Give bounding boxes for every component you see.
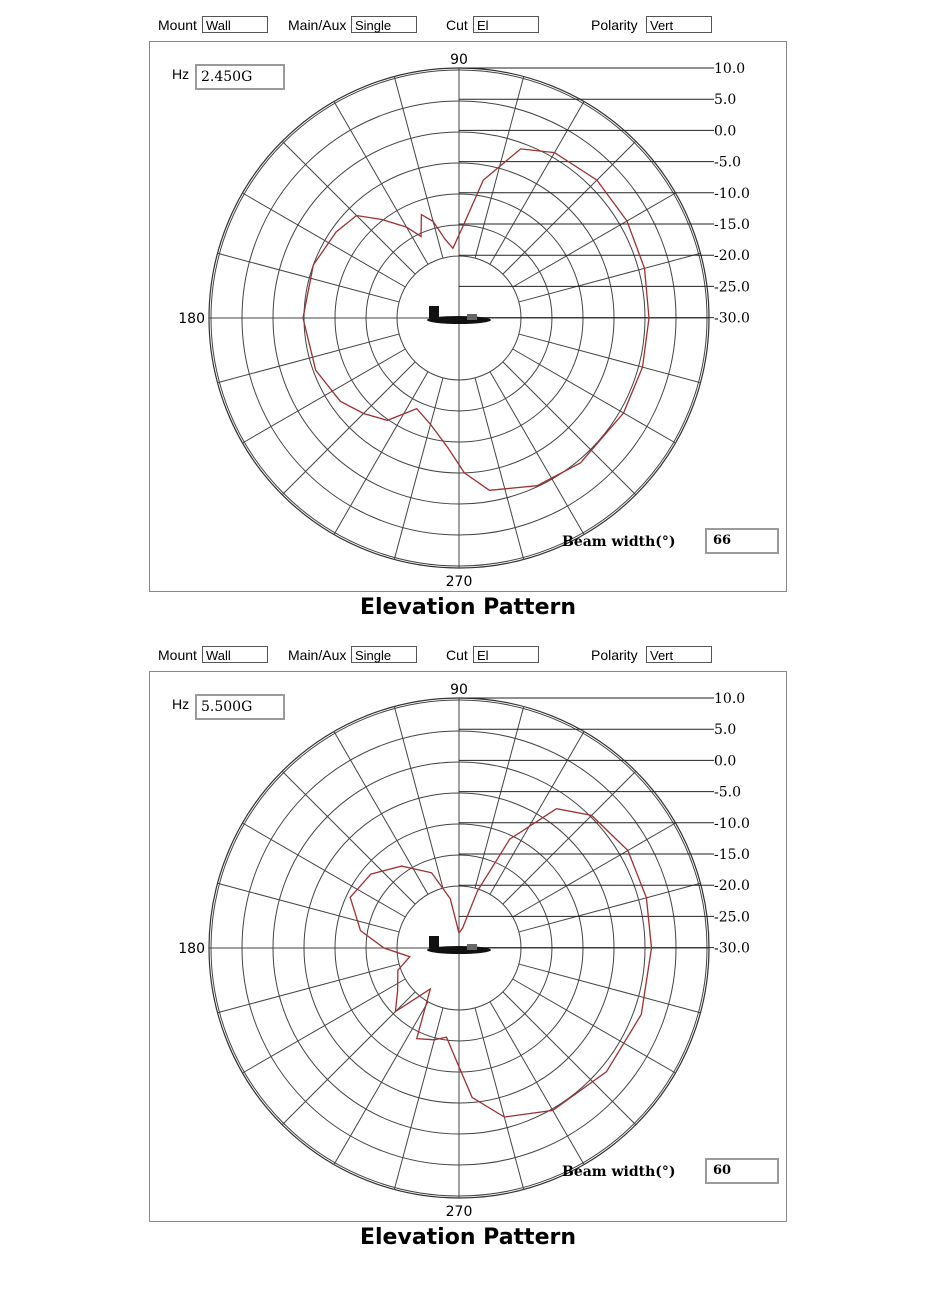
scale-label: -30.0: [714, 940, 750, 957]
scale-label: -15.0: [714, 217, 750, 233]
angle-label-90: 90: [450, 682, 468, 698]
scale-label: 5.0: [714, 92, 737, 109]
scale-label: -20.0: [714, 248, 750, 265]
cut-field[interactable]: El: [473, 646, 539, 663]
main-aux-label: Main/Aux: [288, 647, 347, 663]
elevation-chart-2: [148, 640, 788, 1270]
grid-spoke: [519, 883, 701, 932]
grid-spoke: [218, 883, 400, 932]
antenna-connector: [467, 314, 477, 320]
scale-label: 0.0: [714, 123, 737, 140]
beam-width-label: Beam width(°): [562, 1164, 676, 1180]
scale-label: 5.0: [714, 722, 737, 739]
scale-label: -15.0: [714, 847, 750, 863]
polarity-field[interactable]: Vert: [646, 16, 712, 33]
scale-label: -10.0: [714, 815, 750, 832]
polarity-label: Polarity: [591, 17, 638, 33]
mount-label: Mount: [158, 17, 197, 33]
angle-label-270: 270: [445, 1204, 473, 1220]
scale-label: -10.0: [714, 185, 750, 202]
polarity-field[interactable]: Vert: [646, 646, 712, 663]
grid-spoke: [218, 253, 400, 302]
hz-label: Hz: [172, 696, 190, 712]
scale-label: 10.0: [714, 61, 746, 77]
angle-label-180: 180: [178, 311, 205, 327]
pattern-trace: [350, 809, 651, 1117]
mount-field[interactable]: Wall: [202, 16, 268, 33]
scale-label: -5.0: [714, 784, 741, 801]
grid-spoke: [394, 77, 443, 259]
cut-field[interactable]: El: [473, 16, 539, 33]
main-aux-field[interactable]: Single: [351, 16, 417, 33]
polar-plot: [148, 10, 788, 600]
cut-label: Cut: [446, 17, 468, 33]
antenna-mount: [429, 936, 439, 948]
scale-label: 0.0: [714, 753, 737, 770]
scale-label: -5.0: [714, 154, 741, 171]
scale-label: -30.0: [714, 310, 750, 327]
grid-spoke: [519, 964, 701, 1013]
angle-label-180: 180: [178, 941, 205, 957]
antenna-connector: [467, 944, 477, 950]
grid-spoke: [394, 378, 443, 560]
cut-label: Cut: [446, 647, 468, 663]
polarity-label: Polarity: [591, 647, 638, 663]
chart-title: Elevation Pattern: [359, 595, 576, 620]
scale-label: 10.0: [714, 691, 746, 707]
grid-spoke: [475, 378, 524, 560]
beam-width-label: Beam width(°): [562, 534, 676, 550]
elevation-chart-1: [148, 10, 788, 640]
scale-label: -25.0: [714, 279, 750, 296]
polar-plot: [148, 640, 788, 1230]
mount-field[interactable]: Wall: [202, 646, 268, 663]
beam-width-field[interactable]: 60: [705, 1158, 779, 1184]
main-aux-label: Main/Aux: [288, 17, 347, 33]
grid-spoke: [394, 707, 443, 889]
angle-label-90: 90: [450, 52, 468, 68]
scale-label: -25.0: [714, 909, 750, 926]
beam-width-field[interactable]: 66: [705, 528, 779, 554]
grid-spoke: [394, 1008, 443, 1190]
frequency-field[interactable]: 5.500G: [195, 694, 285, 720]
grid-spoke: [218, 964, 400, 1013]
hz-label: Hz: [172, 66, 190, 82]
mount-label: Mount: [158, 647, 197, 663]
grid-spoke: [519, 334, 701, 383]
grid-spoke: [475, 1008, 524, 1190]
angle-label-270: 270: [445, 574, 473, 590]
grid-spoke: [475, 707, 524, 889]
scale-label: -20.0: [714, 878, 750, 895]
frequency-field[interactable]: 2.450G: [195, 64, 285, 90]
antenna-mount: [429, 306, 439, 318]
chart-title: Elevation Pattern: [359, 1225, 576, 1250]
grid-spoke: [519, 253, 701, 302]
main-aux-field[interactable]: Single: [351, 646, 417, 663]
